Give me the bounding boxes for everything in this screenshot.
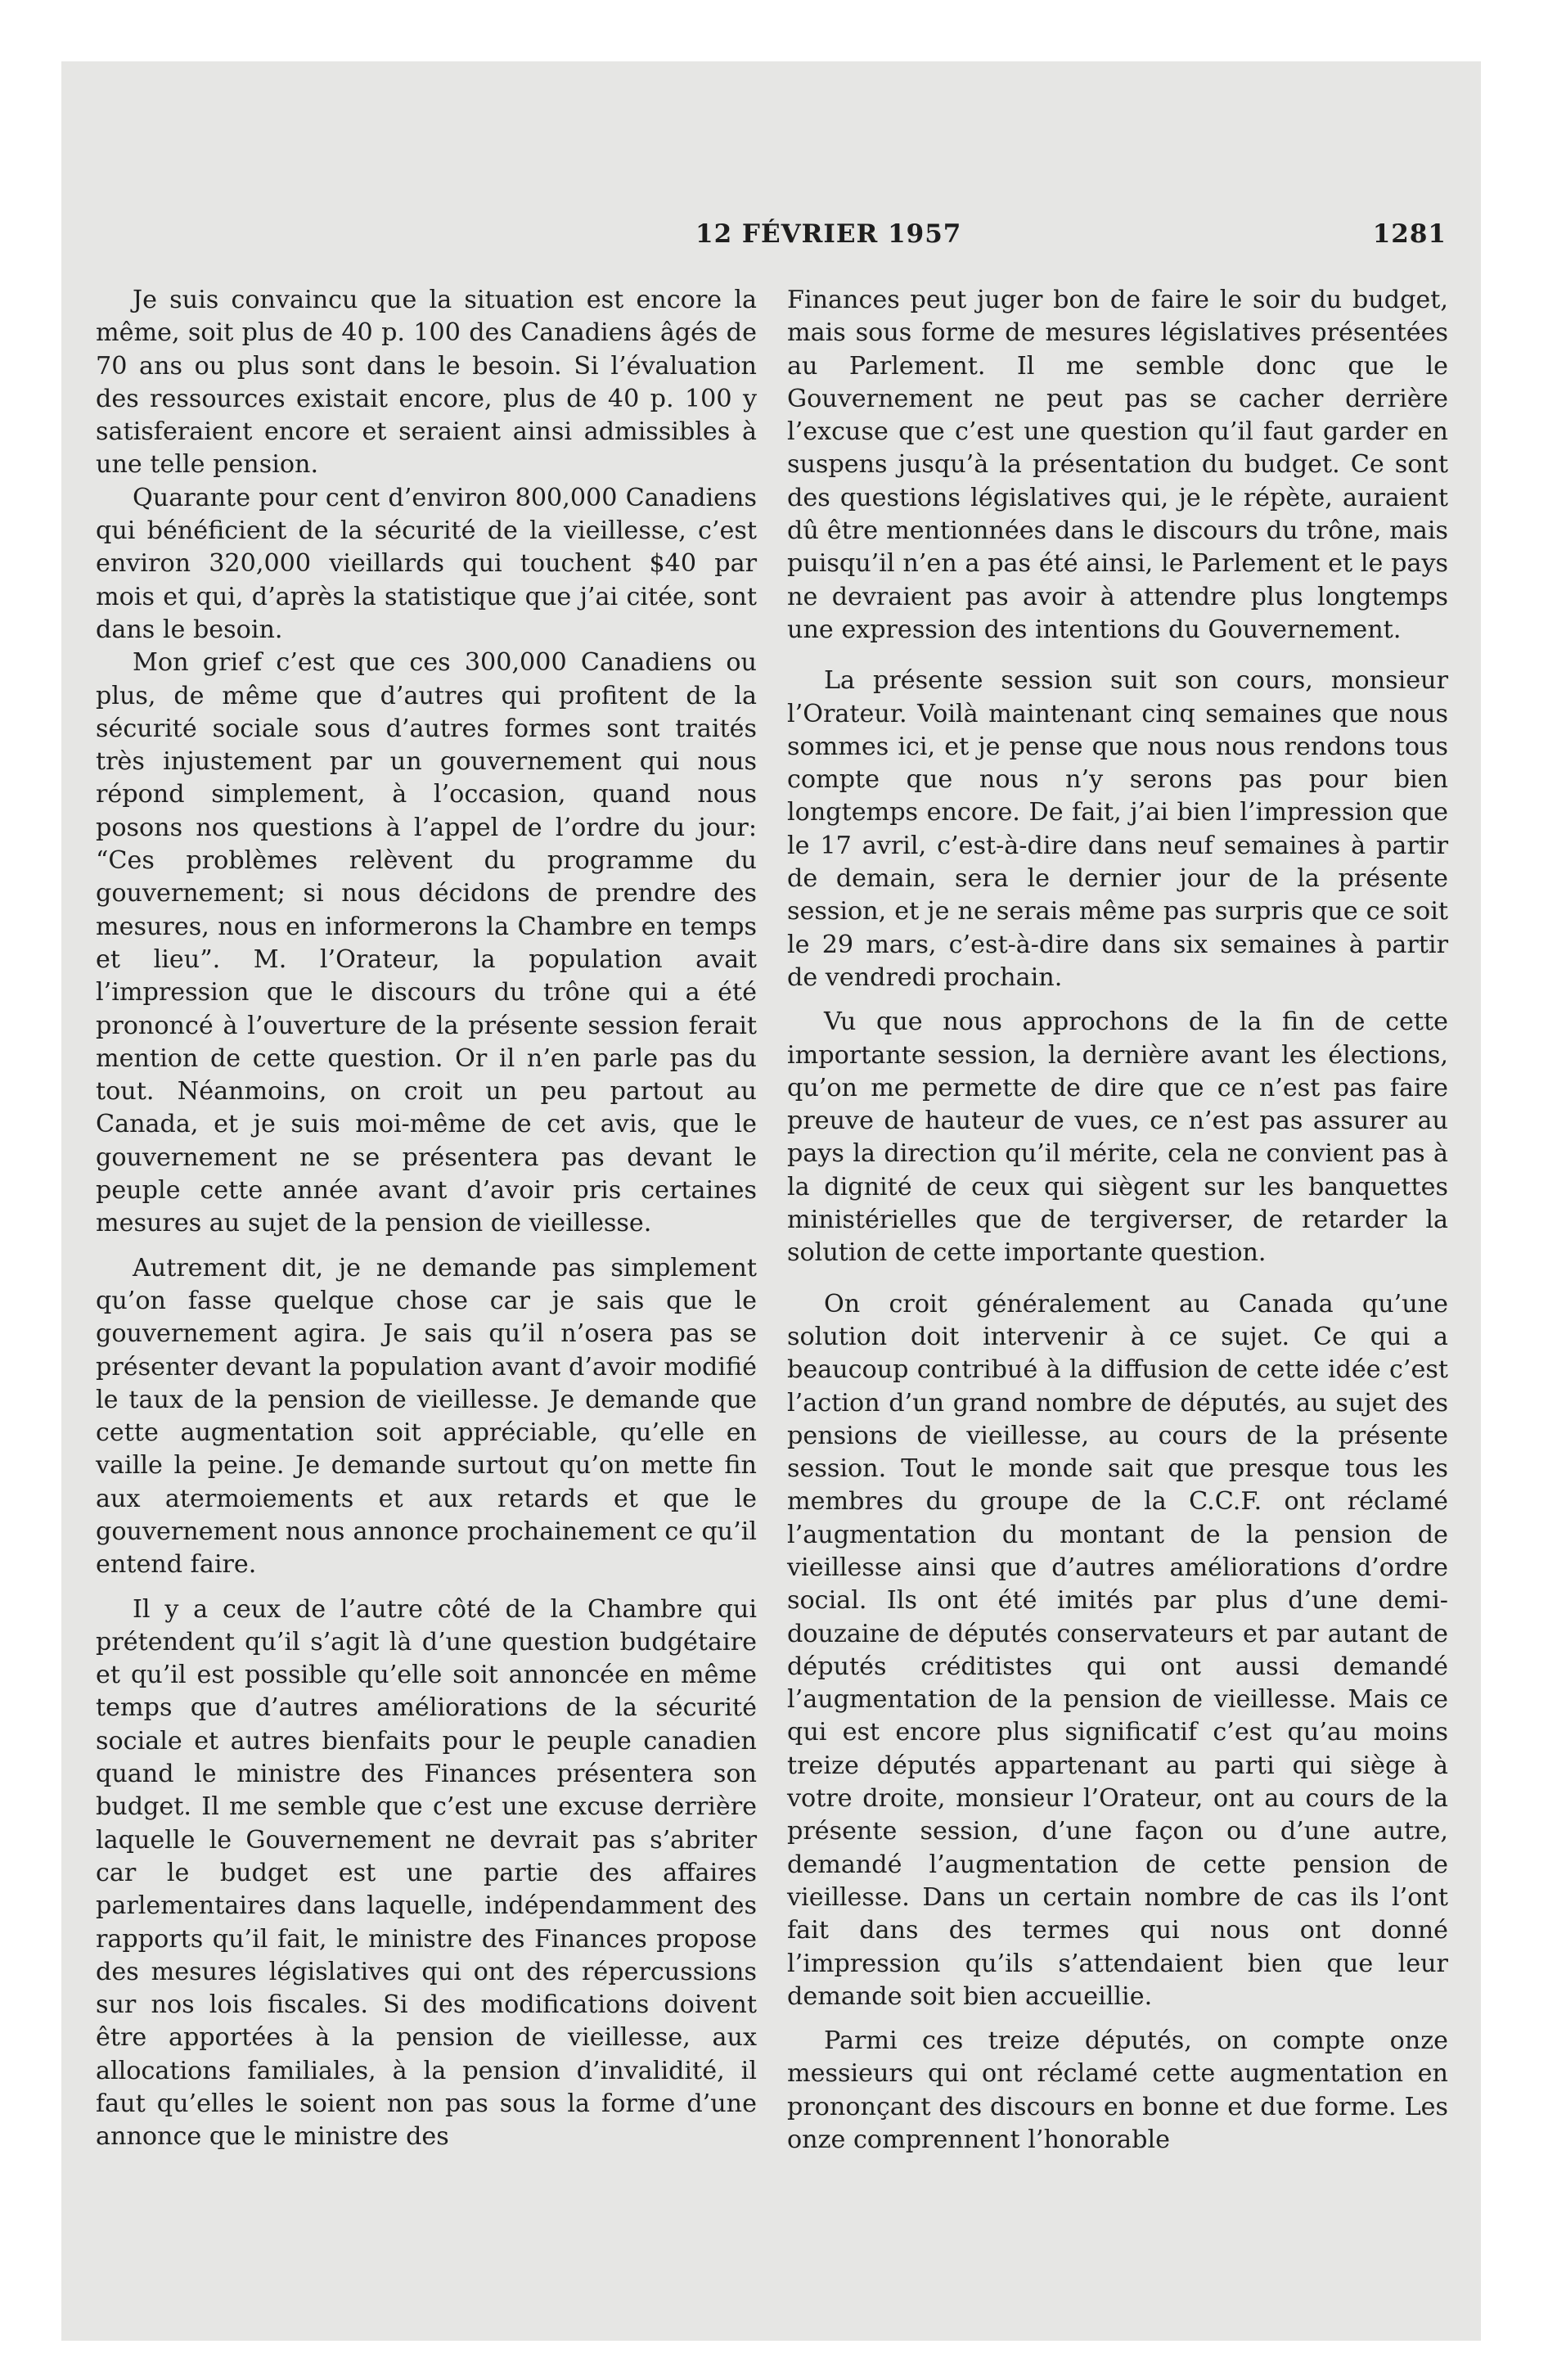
paragraph: La présente session suit son cours, monsieur l’Orateur. Voilà maintenant cinq semaines que nous sommes ici, et je pense que nous nous rendons tous compte que nous n’y serons pas pour bien longtemps encore. De fait, j’ai bien l’impression que le 17 avril, c’est-à-dire dans neuf semaines à partir de demain, sera le dernier jour de la présente session, et je ne serais même pas surpris que ce soit le 29 mars, c’est-à-dire dans six semaines à partir de vendredi prochain.: [787, 666, 1448, 992]
paragraph: Il y a ceux de l’autre côté de la Chambre qui prétendent qu’il s’agit là d’une question budgétaire et qu’il est possible qu’elle soit annoncée en même temps que d’autres améliorations de la sécurité sociale et autres bienfaits pour le peuple canadien quand le ministre des Finances présentera son budget. Il me semble que c’est une excuse derrière laquelle le Gouvernement ne devrait pas s’abriter car le budget est une partie des affaires parlementaires dans laquelle, indépendamment des rapports qu’il fait, le ministre des Finances propose des mesures législatives qui ont des répercussions sur nos lois fiscales. Si des modifications doivent être apportées à la pension de vieillesse, aux allocations familiales, à la pension d’invalidité, il faut qu’elles le soient non pas sous la forme d’une annonce que le ministre des: [96, 1594, 757, 2152]
paragraph: Je suis convaincu que la situation est encore la même, soit plus de 40 p. 100 des Canadiens âgés de 70 ans ou plus sont dans le besoin. Si l’évaluation des ressources existait encore, plus de 40 p. 100 y satisferaient encore et seraient ainsi admissibles à une telle pension.: [96, 286, 757, 480]
paragraph: Mon grief c’est que ces 300,000 Canadiens ou plus, de même que d’autres qui profitent de la sécurité sociale sous d’autres formes sont traités très injustement par un gouvernement qui nous répond simplement, à l’occasion, quand nous posons nos questions à l’appel de l’ordre du jour: “Ces problèmes relèvent du programme du gouvernement; si nous décidons de prendre des mesures, nous en informerons la Chambre en temps et lieu”. M. l’Orateur, la population avait l’impression que le discours du trône qui a été prononcé à l’ouverture de la présente session ferait mention de cette question. Or il n’en parle pas du tout. Néanmoins, on croit un peu partout au Canada, et je suis moi-même de cet avis, que le gouvernement ne se présentera pas devant le peuple cette année avant d’avoir pris certaines mesures au sujet de la pension de vieillesse.: [96, 648, 757, 1238]
paragraph: Quarante pour cent d’environ 800,000 Canadiens qui bénéficient de la sécurité de la vieillesse, c’est environ 320,000 vieillards qui touchent $40 par mois et qui, d’après la statistique que j’ai citée, sont dans le besoin.: [96, 483, 757, 644]
left-column: [96, 284, 757, 2154]
page: [61, 61, 1481, 2341]
page-number: 1281: [1372, 219, 1447, 249]
paragraph: Finances peut juger bon de faire le soir du budget, mais sous forme de mesures législatives présentées au Parlement. Il me semble donc que le Gouvernement ne peut pas se cacher derrière l’excuse que c’est une question qu’il faut garder en suspens jusqu’à la présentation du budget. Ce sont des questions législatives qui, je le répète, auraient dû être mentionnées dans le discours du trône, mais puisqu’il n’en a pas été ainsi, le Parlement et le pays ne devraient pas avoir à attendre plus longtemps une expression des intentions du Gouvernement.: [787, 286, 1448, 644]
paragraph: Vu que nous approchons de la fin de cette importante session, la dernière avant les élections, qu’on me permette de dire que ce n’est pas faire preuve de hauteur de vues, ce n’est pas assurer au pays la direction qu’il mérite, cela ne convient pas à la dignité de ceux qui siègent sur les banquettes ministérielles que de tergiverser, de retarder la solution de cette importante question.: [787, 1007, 1448, 1268]
running-header: [61, 219, 1481, 252]
paragraph: Autrement dit, je ne demande pas simplement qu’on fasse quelque chose car je sais que le gouvernement agira. Je sais qu’il n’osera pas se présenter devant la population avant d’avoir modifié le taux de la pension de vieillesse. Je demande que cette augmentation soit appréciable, qu’elle en vaille la peine. Je demande surtout qu’on mette fin aux atermoiements et aux retards et que le gouvernement nous annonce prochainement ce qu’il entend faire.: [96, 1253, 757, 1580]
right-column: [787, 284, 1448, 2157]
paragraph: On croit généralement au Canada qu’une solution doit intervenir à ce sujet. Ce qui a beaucoup contribué à la diffusion de cette idée c’est l’action d’un grand nombre de députés, au sujet des pensions de vieillesse, au cours de la présente session. Tout le monde sait que presque tous les membres du groupe de la C.C.F. ont réclamé l’augmentation du montant de la pension de vieillesse ainsi que d’autres améliorations d’ordre social. Ils ont été imités par plus d’une demi-douzaine de députés conservateurs et par autant de députés créditistes qui ont aussi demandé l’augmentation de la pension de vieillesse. Mais ce qui est encore plus significatif c’est qu’au moins treize députés appartenant au parti qui siège à votre droite, monsieur l’Orateur, ont au cours de la présente session, d’une façon ou d’une autre, demandé l’augmentation de cette pension de vieillesse. Dans un certain nombre de cas ils l’ont fait dans des termes qui nous ont donné l’impression qu’ils s’attendaient bien que leur demande soit bien accueillie.: [787, 1289, 1448, 2011]
paragraph: Parmi ces treize députés, on compte onze messieurs qui ont réclamé cette augmentation en prononçant des discours en bonne et due forme. Les onze comprennent l’honorable: [787, 2026, 1448, 2155]
header-date: 12 FÉVRIER 1957: [695, 219, 962, 249]
